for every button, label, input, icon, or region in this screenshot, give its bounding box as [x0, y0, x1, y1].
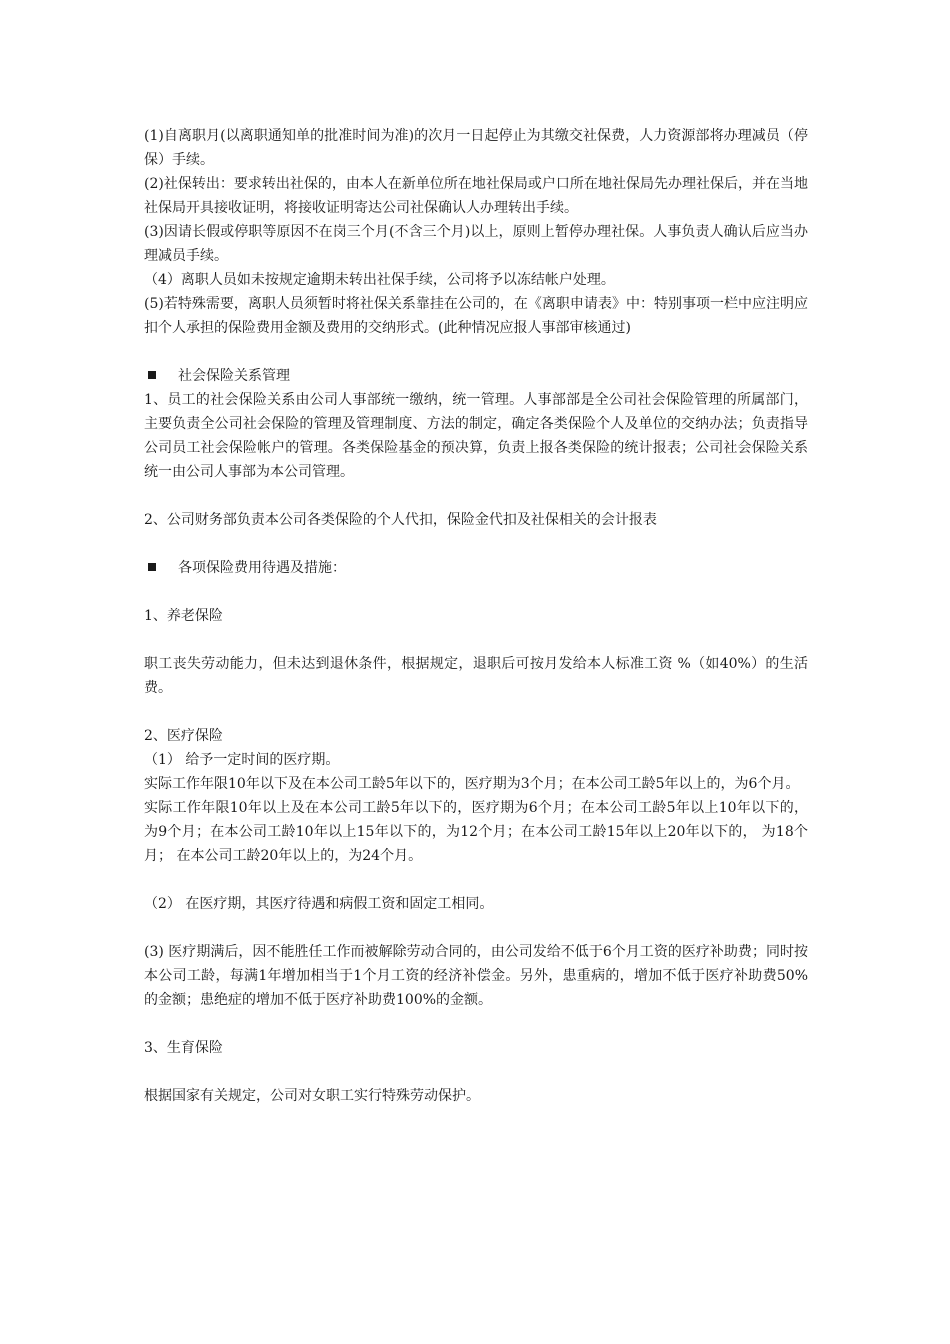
spacer — [144, 340, 808, 364]
spacer — [144, 628, 808, 652]
spacer — [144, 1060, 808, 1084]
medical-item-1-a: 实际工作年限10年以下及在本公司工龄5年以下的，医疗期为3个月；在本公司工龄5年以上的，为6个月。 — [144, 776, 800, 792]
section-heading-text: 各项保险费用待遇及措施： — [178, 560, 346, 576]
document-page — [144, 124, 808, 1108]
spacer — [144, 868, 808, 892]
section-heading-text: 社会保险关系管理 — [178, 368, 290, 384]
maternity-title: 3、生育保险 — [144, 1040, 223, 1056]
medical-item-1-b: 实际工作年限10年以上及在本公司工龄5年以下的，医疗期为6个月；在本公司工龄5年以上10年以下的，为9个月；在本公司工龄10年以上15年以下的，为12个月；在本公司工龄15年以上20年以下的， 为18个月； 在本公司工龄20年以上的，为24个月。 — [144, 800, 808, 864]
maternity-text: 根据国家有关规定，公司对女职工实行特殊劳动保护。 — [144, 1088, 480, 1104]
spacer — [144, 1012, 808, 1036]
square-bullet-icon — [148, 563, 156, 571]
spacer — [144, 484, 808, 508]
spacer — [144, 700, 808, 724]
spacer — [144, 580, 808, 604]
spacer — [144, 916, 808, 940]
medical-title: 2、医疗保险 — [144, 728, 223, 744]
insurance-management-para-1: 1、员工的社会保险关系由公司人事部统一缴纳，统一管理。人事部部是全公司社会保险管理的所属部门，主要负责全公司社会保险的管理及管理制度、方法的制定，确定各类保险个人及单位的交纳办法；负责指导公司员工社会保险帐户的管理。各类保险基金的预决算，负责上报各类保险的统计报表；公司社会保险关系统一由公司人事部为本公司管理。 — [144, 392, 808, 480]
medical-item-1: （1） 给予一定时间的医疗期。 — [144, 752, 340, 768]
medical-item-2: （2） 在医疗期，其医疗待遇和病假工资和固定工相同。 — [144, 896, 494, 912]
square-bullet-icon — [148, 371, 156, 379]
leave-item-5: (5)若特殊需要，离职人员须暂时将社保关系靠挂在公司的，在《离职申请表》中：特别事项一栏中应注明应扣个人承担的保险费用金额及费用的交纳形式。(此种情况应报人事部审核通过) — [144, 296, 808, 336]
leave-item-2: (2)社保转出：要求转出社保的，由本人在新单位所在地社保局或户口所在地社保局先办理社保后，并在当地社保局开具接收证明，将接收证明寄达公司社保确认人办理转出手续。 — [144, 176, 808, 216]
section-heading-benefits — [144, 556, 808, 580]
leave-item-3: (3)因请长假或停职等原因不在岗三个月(不含三个月)以上，原则上暂停办理社保。人事负责人确认后应当办理减员手续。 — [144, 224, 808, 264]
pension-title: 1、养老保险 — [144, 608, 223, 624]
leave-item-1: (1)自离职月(以离职通知单的批准时间为准)的次月一日起停止为其缴交社保费，人力资源部将办理减员（停保）手续。 — [144, 128, 808, 168]
insurance-management-para-2: 2、公司财务部负责本公司各类保险的个人代扣，保险金代扣及社保相关的会计报表 — [144, 512, 657, 528]
pension-text: 职工丧失劳动能力，但未达到退休条件，根据规定，退职后可按月发给本人标准工资 %（如40%）的生活费。 — [144, 656, 808, 696]
leave-item-4: （4）离职人员如未按规定逾期未转出社保手续，公司将予以冻结帐户处理。 — [144, 272, 615, 288]
medical-item-3: (3) 医疗期满后，因不能胜任工作而被解除劳动合同的，由公司发给不低于6个月工资的医疗补助费；同时按本公司工龄，每满1年增加相当于1个月工资的经济补偿金。另外，患重病的，增加不低于医疗补助费50%的金额；患绝症的增加不低于医疗补助费100%的金额。 — [144, 944, 808, 1008]
spacer — [144, 532, 808, 556]
section-heading-insurance-management — [144, 364, 808, 388]
